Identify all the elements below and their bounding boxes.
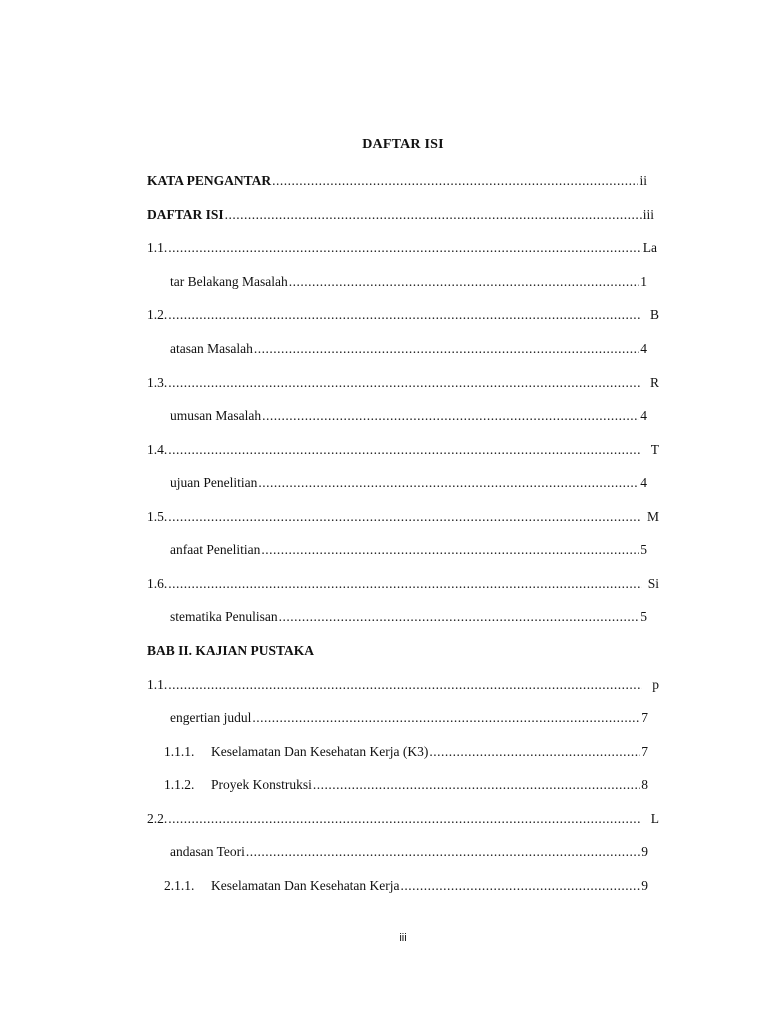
toc-entry-number: 2.1.1. bbox=[164, 878, 195, 893]
toc-entry-label: anfaat Penelitian bbox=[170, 542, 261, 557]
toc-entry-page: 4 bbox=[640, 475, 647, 490]
toc-entry-label: engertian judul bbox=[170, 710, 252, 725]
toc-entry-number: 1.5. bbox=[147, 509, 168, 524]
toc-entry-1-1-1 bbox=[164, 743, 648, 761]
toc-entry-2-2 bbox=[147, 810, 659, 828]
page-number: iii bbox=[399, 932, 407, 944]
toc-entry-page: 4 bbox=[640, 341, 647, 356]
dot-leader bbox=[252, 709, 640, 727]
toc-chapter-heading bbox=[147, 642, 447, 660]
toc-entry-label: ujuan Penelitian bbox=[170, 475, 258, 490]
dot-leader bbox=[261, 541, 639, 559]
toc-entry-1-3 bbox=[147, 374, 659, 392]
toc-entry-1-2 bbox=[147, 306, 659, 324]
dot-leader bbox=[168, 810, 641, 828]
toc-entry-2-1-1 bbox=[164, 877, 648, 895]
toc-chapter-label: BAB II. KAJIAN PUSTAKA bbox=[147, 643, 315, 658]
toc-entry-continuation bbox=[170, 709, 648, 727]
dot-leader bbox=[262, 407, 639, 425]
toc-entry-page: R bbox=[649, 375, 659, 390]
toc-entry-page: 5 bbox=[640, 609, 647, 624]
toc-entry-page: La bbox=[642, 240, 657, 255]
toc-entry-label: stematika Penulisan bbox=[170, 609, 278, 624]
toc-entry-label: Proyek Konstruksi bbox=[211, 777, 312, 792]
toc-entry-number: 2.2. bbox=[147, 811, 168, 826]
dot-leader bbox=[289, 273, 640, 291]
dot-leader bbox=[258, 474, 639, 492]
toc-entry-page: B bbox=[649, 307, 659, 322]
toc-entry-continuation bbox=[170, 843, 648, 861]
dot-leader bbox=[168, 508, 641, 526]
toc-entry-1-1-bab2 bbox=[147, 676, 659, 694]
toc-entry-page: ii bbox=[639, 173, 647, 188]
toc-entry-continuation bbox=[170, 340, 647, 358]
toc-entry-1-5 bbox=[147, 508, 659, 526]
toc-entry-label: andasan Teori bbox=[170, 844, 245, 859]
dot-leader bbox=[313, 776, 640, 794]
toc-entry-label: KATA PENGANTAR bbox=[147, 173, 272, 188]
toc-entry-page: 8 bbox=[641, 777, 648, 792]
toc-entry-continuation bbox=[170, 608, 647, 626]
toc-entry-page: iii bbox=[642, 207, 654, 222]
toc-entry-page: 9 bbox=[641, 878, 648, 893]
toc-entry-label: atasan Masalah bbox=[170, 341, 253, 356]
toc-entry-number: 1.1.1. bbox=[164, 744, 195, 759]
toc-entry-label: Keselamatan Dan Kesehatan Kerja bbox=[211, 878, 400, 893]
toc-entry-continuation bbox=[170, 273, 647, 291]
dot-leader bbox=[225, 206, 642, 224]
toc-entry-label: tar Belakang Masalah bbox=[170, 274, 288, 289]
toc-entry-page: L bbox=[650, 811, 659, 826]
dot-leader bbox=[272, 172, 638, 190]
toc-entry-1-6 bbox=[147, 575, 659, 593]
toc-entry-page: T bbox=[650, 442, 659, 457]
toc-entry-number: 1.4. bbox=[147, 442, 168, 457]
toc-entry-number: 1.1.2. bbox=[164, 777, 195, 792]
toc-entry-page: 7 bbox=[641, 710, 648, 725]
dot-leader bbox=[246, 843, 640, 861]
dot-leader bbox=[168, 374, 640, 392]
dot-leader bbox=[168, 676, 642, 694]
toc-entry-number: 1.1. bbox=[147, 677, 168, 692]
dot-leader bbox=[168, 441, 641, 459]
toc-entry-1-1-2 bbox=[164, 776, 648, 794]
toc-entry-number: 1.2. bbox=[147, 307, 168, 322]
toc-entry-continuation bbox=[170, 474, 647, 492]
toc-entry-page: Si bbox=[647, 576, 659, 591]
toc-entry-page: 9 bbox=[641, 844, 648, 859]
dot-leader bbox=[168, 575, 641, 593]
toc-entry-continuation bbox=[170, 407, 647, 425]
toc-entry-page: M bbox=[646, 509, 659, 524]
dot-leader bbox=[401, 877, 641, 895]
dot-leader bbox=[168, 239, 642, 257]
toc-entry-number: 1.3. bbox=[147, 375, 168, 390]
toc-entry-number: 1.1. bbox=[147, 240, 168, 255]
dot-leader bbox=[254, 340, 639, 358]
toc-entry-daftar-isi bbox=[147, 206, 654, 224]
toc-entry-1-1 bbox=[147, 239, 657, 257]
toc-entry-label: DAFTAR ISI bbox=[147, 207, 224, 222]
toc-entry-1-4 bbox=[147, 441, 659, 459]
toc-entry-label: umusan Masalah bbox=[170, 408, 262, 423]
toc-entry-page: p bbox=[652, 677, 659, 692]
toc-entry-page: 1 bbox=[640, 274, 647, 289]
toc-entry-number: 1.6. bbox=[147, 576, 168, 591]
dot-leader bbox=[168, 306, 640, 324]
toc-entry-page: 7 bbox=[641, 744, 648, 759]
dot-leader bbox=[279, 608, 640, 626]
toc-entry-kata-pengantar bbox=[147, 172, 647, 190]
page-title: DAFTAR ISI bbox=[362, 137, 444, 152]
dot-leader bbox=[429, 743, 640, 761]
toc-entry-label: Keselamatan Dan Kesehatan Kerja (K3) bbox=[211, 744, 429, 759]
toc-entry-page: 4 bbox=[640, 408, 647, 423]
toc-entry-continuation bbox=[170, 541, 647, 559]
toc-entry-page: 5 bbox=[640, 542, 647, 557]
